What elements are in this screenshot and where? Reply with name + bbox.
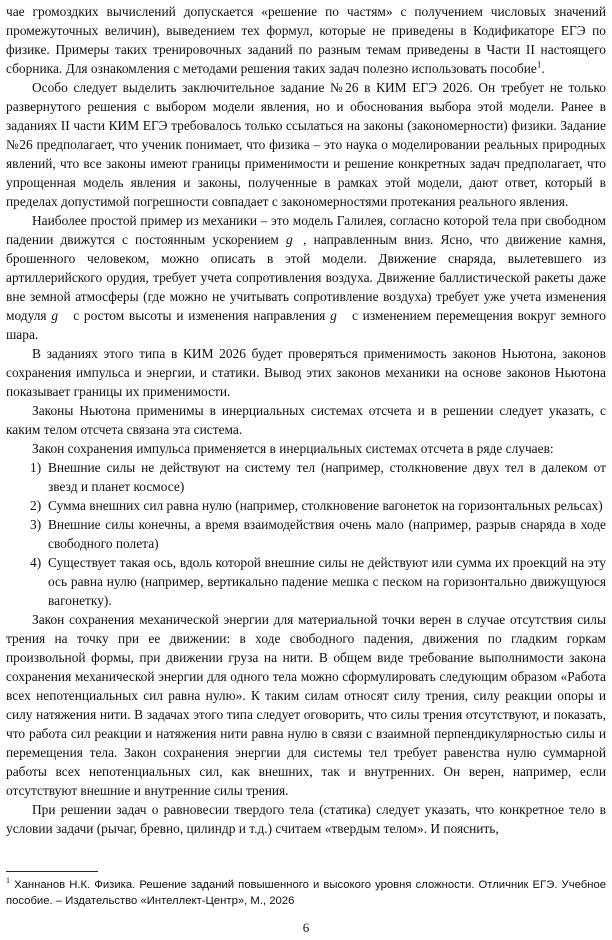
- sentence-end: .: [541, 61, 545, 76]
- list-item-number: 3): [30, 517, 42, 532]
- list-item-number: 4): [30, 555, 42, 570]
- paragraph-3-text-d: с изменением перемещения вокруг земного шара.: [6, 308, 606, 342]
- paragraph-4: В заданиях этого типа в КИМ 2026 будет проверяться применимость законов Ньютона, законов сохранения импульса и энергии, и статики. Вывод этих законов механики на основе законов Ньютона показывает границы их применимости.: [6, 346, 606, 399]
- vector-g-symbol: g ⃗: [286, 232, 303, 247]
- paragraph-1-text: чае громоздких вычислений допускается «решение по частям» с получением числовых значений промежуточных величин), выведением тех формул, которые не приведены в Кодификаторе ЕГЭ по физике. Примеры таких тренировочных заданий по разным темам приведены в Части II настоящего сборника. Для ознакомления с методами решения таких задач полезно использовать пособие: [6, 4, 606, 76]
- list-item: [6, 496, 606, 515]
- paragraph-3: [6, 211, 606, 344]
- paragraph-1: [6, 2, 606, 78]
- paragraph-3-text-a: Наиболее простой пример из механики – это модель Галилея, согласно которой тела при свободном падении движутся с постоянным ускорением: [6, 213, 606, 247]
- footnote: [6, 877, 606, 909]
- list-item-number: 1): [30, 460, 42, 475]
- paragraph-3-text-c: с ростом высоты и изменения направления: [73, 308, 326, 323]
- footnote-divider: [6, 871, 98, 872]
- vector-g-symbol-3: g ⃗: [330, 308, 347, 323]
- list-item-text: Существует такая ось, вдоль которой внешние силы не действуют или сумма их проекций на эту ось равна нулю (например, вертикально падение мешка с песком на горизонтально движущуюся вагонетку).: [48, 555, 606, 608]
- list-item-text: Внешние силы конечны, а время взаимодействия очень мало (например, разрыв снаряда в ходе свободного полета): [48, 517, 606, 551]
- paragraph-3-text-b: , направленным вниз. Ясно, что движение камня, брошенного человеком, можно описать в этой модели. Движение снаряда, вылетевшего из артиллерийского орудия, требует учета сопротивления воздуха. Движение баллистической ракеты даже вне земной атмосферы (где можно не учитывать сопротивление воздуха) требует уже учета изменения модуля: [6, 232, 606, 323]
- list-item: [6, 515, 606, 553]
- momentum-cases-list: [6, 458, 606, 610]
- list-item-text: Сумма внешних сил равна нулю (например, столкновение вагонеток на горизонтальных рельсах): [48, 498, 603, 513]
- paragraph-6: Закон сохранения импульса применяется в инерциальных системах отсчета в ряде случаев:: [32, 441, 554, 456]
- vector-g-symbol-2: g ⃗: [51, 308, 68, 323]
- footnote-mark: 1: [6, 876, 10, 886]
- list-item-number: 2): [30, 498, 42, 513]
- page-number: 6: [302, 920, 310, 935]
- paragraph-5: Законы Ньютона применимы в инерциальных системах отсчета и в решении следует указать, с каким телом отсчета связана эта система.: [6, 403, 606, 437]
- list-item: [6, 553, 606, 610]
- footnote-text: Ханнанов Н.К. Физика. Решение заданий повышенного и высокого уровня сложности. Отличник ЕГЭ. Учебное пособие. – Издательство «Интеллект-Центр», М., 2026: [6, 879, 607, 907]
- list-item-text: Внешние силы не действуют на систему тел (например, столкновение двух тел в далеком от звезд и планет космосе): [48, 460, 606, 494]
- footnote-reference[interactable]: 1: [536, 59, 542, 70]
- paragraph-8: При решении задач о равновесии твердого тела (статика) следует указать, что конкретное тело в условии задачи (рычаг, бревно, цилиндр и т.д.) считаем «твердым телом». И пояснить,: [6, 802, 606, 836]
- paragraph-7: Закон сохранения механической энергии для материальной точки верен в случае отсутствия силы трения на точку при ее движении: в ходе свободного падения, движения по гладким горкам произвольной формы, при движении груза на нити. В общем виде требование выполнимости закона сохранения механической энергии для одного тела можно сформулировать следующим образом «Работа всех непотенциальных сил равна нулю». К таким силам относят силу трения, силу реакции опоры и силу натяжения нити. В задачах этого типа следует оговорить, что силы трения отсутствуют, и показать, что работа сил реакции и натяжения нити равна нулю в связи с взаимной перпендикулярностью силы и перемещения тела. Закон сохранения энергии для системы тел требует равенства нулю суммарной работы всех непотенциальных сил, как внешних, так и внутренних. Он верен, например, если отсутствуют внешние и внутренние силы трения.: [6, 612, 606, 798]
- paragraph-2: Особо следует выделить заключительное задание №26 в КИМ ЕГЭ 2026. Он требует не только развернутого решения с выбором модели явления, но и обоснования выбора этой модели. Ранее в заданиях II части КИМ ЕГЭ требовалось только ссылаться на законы (закономерности) физики. Задание №26 предполагает, что ученик понимает, что физика – это наука о моделировании реальных природных явлений, что все законы имеют границы применимости и решение конкретных задач предполагает, что упрощенная модель явления и законы, полученные в рамках этой модели, дают ответ, который в пределах допустимой погрешности совпадает с закономерностями протекания реального явления.: [6, 80, 606, 209]
- body-text: [6, 2, 606, 864]
- list-item: [6, 458, 606, 496]
